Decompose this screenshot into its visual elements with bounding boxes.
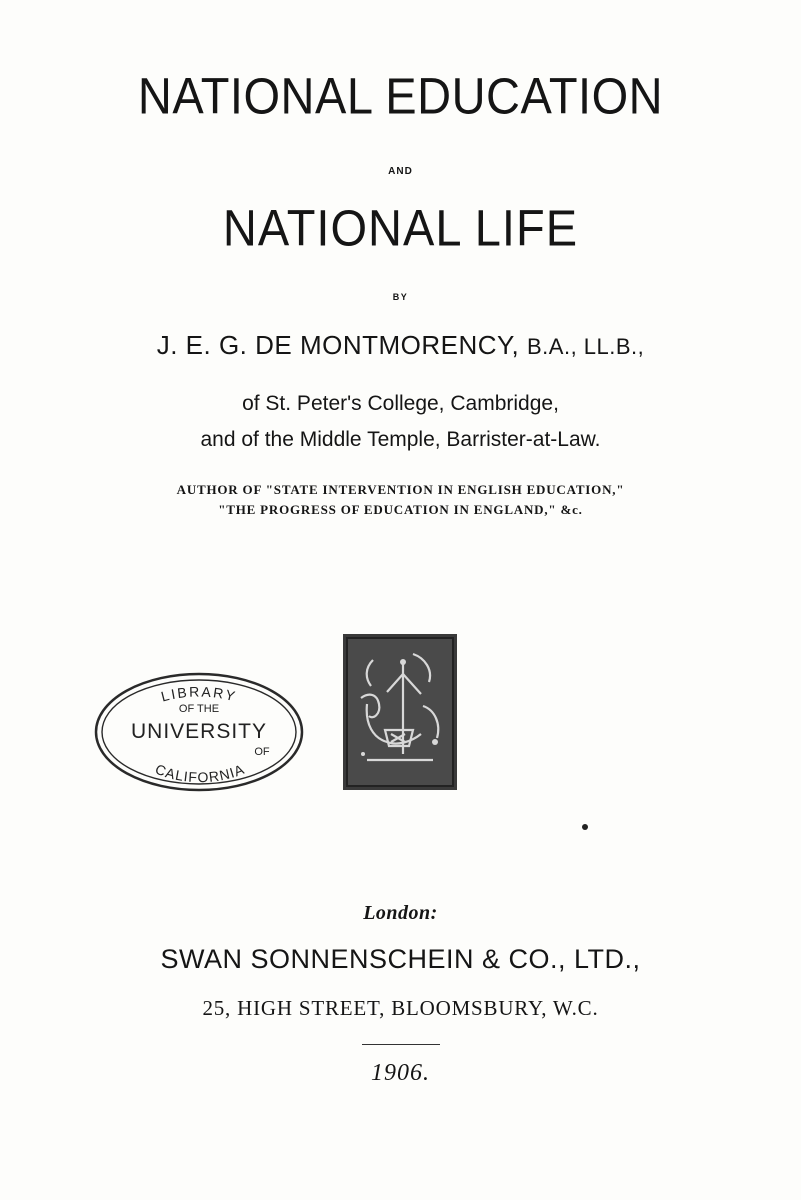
svg-text:LIBRARY bbox=[159, 683, 238, 704]
library-stamp bbox=[92, 670, 306, 794]
author-affiliation-2: and of the Middle Temple, Barrister-at-Law. bbox=[200, 428, 601, 451]
publisher-address: 25, HIGH STREET, BLOOMSBURY, W.C. bbox=[202, 996, 599, 1020]
publication-place: London: bbox=[363, 902, 438, 924]
other-works-line-2: "THE PROGRESS OF EDUCATION IN ENGLAND," &c. bbox=[218, 502, 583, 517]
title-conjunction: AND bbox=[388, 166, 413, 177]
author-affiliation-1: of St. Peter's College, Cambridge, bbox=[242, 392, 559, 415]
stamp-of-text: OF bbox=[254, 746, 270, 758]
author-name: J. E. G. DE MONTMORENCY, bbox=[156, 330, 520, 360]
stamp-library-text: LIBRARY bbox=[159, 683, 239, 705]
stamp-california-text: CALIFORNIA bbox=[153, 760, 247, 786]
divider-rule bbox=[362, 1044, 440, 1045]
publisher-device-emblem bbox=[343, 634, 457, 790]
other-works-line-1: AUTHOR OF "STATE INTERVENTION IN ENGLISH EDUCATION," bbox=[176, 482, 625, 497]
stamp-university-text: UNIVERSITY bbox=[130, 720, 268, 743]
ink-speck bbox=[582, 824, 588, 830]
title-line-2: NATIONAL LIFE bbox=[222, 198, 579, 257]
title-line-1: NATIONAL EDUCATION bbox=[137, 66, 664, 125]
publication-year: 1906. bbox=[371, 1060, 430, 1086]
stamp-of-the-text: OF THE bbox=[178, 703, 220, 715]
author-degrees: B.A., LL.B., bbox=[527, 334, 645, 359]
byline-label: BY bbox=[392, 292, 409, 302]
author-line bbox=[0, 330, 801, 361]
publisher-name: SWAN SONNENSCHEIN & CO., LTD., bbox=[160, 944, 641, 974]
